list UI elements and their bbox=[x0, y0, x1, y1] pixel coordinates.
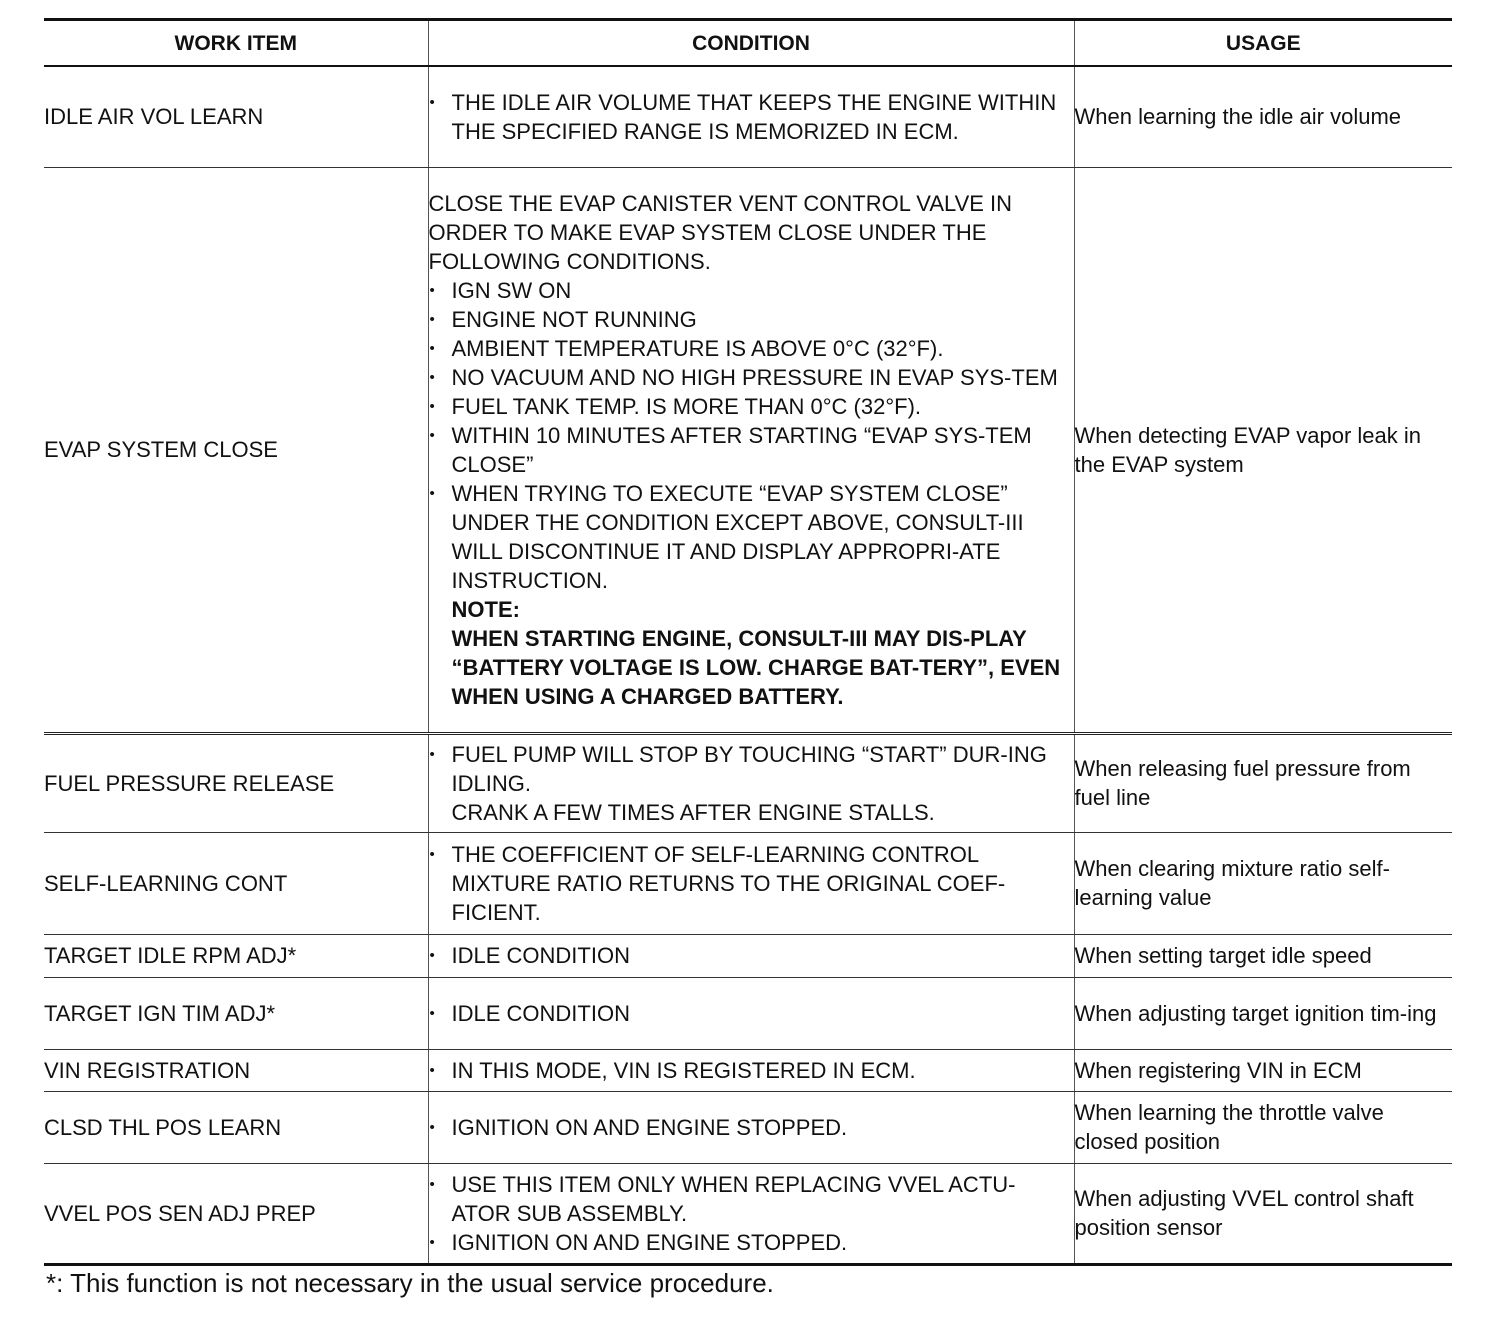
condition-bullet-with-note bbox=[429, 479, 1074, 711]
table-row bbox=[44, 934, 1452, 977]
usage-cell: When releasing fuel pressure from fuel line bbox=[1074, 733, 1452, 832]
usage-cell: When learning the idle air volume bbox=[1074, 66, 1452, 167]
condition-bullet: • IGN SW ON bbox=[429, 276, 1074, 305]
condition-intro: CLOSE THE EVAP CANISTER VENT CONTROL VALVE IN ORDER TO MAKE EVAP SYSTEM CLOSE UNDER THE FOLLOWING CONDITIONS. bbox=[428, 190, 1013, 274]
condition-bullet: • IN THIS MODE, VIN IS REGISTERED IN ECM. bbox=[429, 1056, 1074, 1085]
condition-list bbox=[429, 88, 1074, 146]
condition-bullet: • FUEL TANK TEMP. IS MORE THAN 0°C (32°F). bbox=[429, 392, 1074, 421]
work-item-cell: FUEL PRESSURE RELEASE bbox=[44, 733, 428, 832]
usage-cell: When clearing mixture ratio self-learning value bbox=[1074, 832, 1452, 934]
usage-cell: When adjusting target ignition tim-ing bbox=[1074, 977, 1452, 1049]
condition-cell bbox=[428, 934, 1074, 977]
work-support-table bbox=[44, 18, 1452, 1266]
condition-list bbox=[429, 1056, 1074, 1085]
condition-cell bbox=[428, 1163, 1074, 1264]
work-item-cell: CLSD THL POS LEARN bbox=[44, 1091, 428, 1163]
usage-cell: When setting target idle speed bbox=[1074, 934, 1452, 977]
table-row bbox=[44, 977, 1452, 1049]
header-row bbox=[44, 20, 1452, 67]
work-item-cell: TARGET IGN TIM ADJ* bbox=[44, 977, 428, 1049]
condition-bullet: • AMBIENT TEMPERATURE IS ABOVE 0°C (32°F). bbox=[429, 334, 1074, 363]
table-row bbox=[44, 832, 1452, 934]
note-text: WHEN STARTING ENGINE, CONSULT-III MAY DIS-PLAY “BATTERY VOLTAGE IS LOW. CHARGE BAT-TERY”, EVEN WHEN USING A CHARGED BATTERY. bbox=[451, 625, 1061, 709]
condition-bullet: • WITHIN 10 MINUTES AFTER STARTING “EVAP SYS-TEM CLOSE” bbox=[429, 421, 1074, 479]
condition-list bbox=[429, 999, 1074, 1028]
header-work-item: WORK ITEM bbox=[44, 20, 428, 67]
condition-list bbox=[429, 941, 1074, 970]
condition-bullet: • ENGINE NOT RUNNING bbox=[429, 305, 1074, 334]
table-row bbox=[44, 1049, 1452, 1091]
work-item-cell: VVEL POS SEN ADJ PREP bbox=[44, 1163, 428, 1264]
table-row bbox=[44, 1163, 1452, 1264]
header-usage: USAGE bbox=[1074, 20, 1452, 67]
condition-list bbox=[429, 740, 1074, 827]
condition-cell bbox=[428, 167, 1074, 733]
condition-bullet: • IDLE CONDITION bbox=[429, 999, 1074, 1028]
condition-bullet: • IDLE CONDITION bbox=[429, 941, 1074, 970]
condition-bullet: • FUEL PUMP WILL STOP BY TOUCHING “START” DUR-ING IDLING. CRANK A FEW TIMES AFTER ENGINE STALLS. bbox=[429, 740, 1074, 827]
condition-cell bbox=[428, 66, 1074, 167]
usage-cell: When adjusting VVEL control shaft position sensor bbox=[1074, 1163, 1452, 1264]
condition-bullet-text: WHEN TRYING TO EXECUTE “EVAP SYSTEM CLOSE” UNDER THE CONDITION EXCEPT ABOVE, CONSULT-III WILL DISCONTINUE IT AND DISPLAY APPROPRI-ATE INSTRUCTION. bbox=[451, 480, 1024, 593]
condition-bullet: • USE THIS ITEM ONLY WHEN REPLACING VVEL ACTU-ATOR SUB ASSEMBLY. bbox=[429, 1170, 1074, 1228]
condition-bullet: • IGNITION ON AND ENGINE STOPPED. bbox=[429, 1113, 1074, 1142]
footnote: *: This function is not necessary in the usual service procedure. bbox=[46, 1268, 774, 1298]
table-row bbox=[44, 1091, 1452, 1163]
condition-bullet: • NO VACUUM AND NO HIGH PRESSURE IN EVAP SYS-TEM bbox=[429, 363, 1074, 392]
work-item-cell: SELF-LEARNING CONT bbox=[44, 832, 428, 934]
condition-list bbox=[429, 840, 1074, 927]
condition-cell bbox=[428, 832, 1074, 934]
work-item-cell: EVAP SYSTEM CLOSE bbox=[44, 167, 428, 733]
condition-list bbox=[429, 1113, 1074, 1142]
condition-cell bbox=[428, 1091, 1074, 1163]
usage-cell: When learning the throttle valve closed position bbox=[1074, 1091, 1452, 1163]
work-item-cell: VIN REGISTRATION bbox=[44, 1049, 428, 1091]
work-item-cell: IDLE AIR VOL LEARN bbox=[44, 66, 428, 167]
table-row bbox=[44, 66, 1452, 167]
condition-list bbox=[429, 276, 1074, 711]
condition-list bbox=[429, 1170, 1074, 1257]
header-condition: CONDITION bbox=[428, 20, 1074, 67]
table-row bbox=[44, 733, 1452, 832]
condition-bullet: • IGNITION ON AND ENGINE STOPPED. bbox=[429, 1228, 1074, 1257]
usage-cell: When registering VIN in ECM bbox=[1074, 1049, 1452, 1091]
condition-cell bbox=[428, 1049, 1074, 1091]
condition-cell bbox=[428, 977, 1074, 1049]
note-label: NOTE: bbox=[451, 596, 520, 622]
condition-bullet: • THE COEFFICIENT OF SELF-LEARNING CONTROL MIXTURE RATIO RETURNS TO THE ORIGINAL COEF-FICIENT. bbox=[429, 840, 1074, 927]
usage-cell: When detecting EVAP vapor leak in the EVAP system bbox=[1074, 167, 1452, 733]
table-row bbox=[44, 167, 1452, 733]
work-item-cell: TARGET IDLE RPM ADJ* bbox=[44, 934, 428, 977]
condition-bullet: • THE IDLE AIR VOLUME THAT KEEPS THE ENGINE WITHIN THE SPECIFIED RANGE IS MEMORIZED IN ECM. bbox=[429, 88, 1074, 146]
condition-cell bbox=[428, 733, 1074, 832]
